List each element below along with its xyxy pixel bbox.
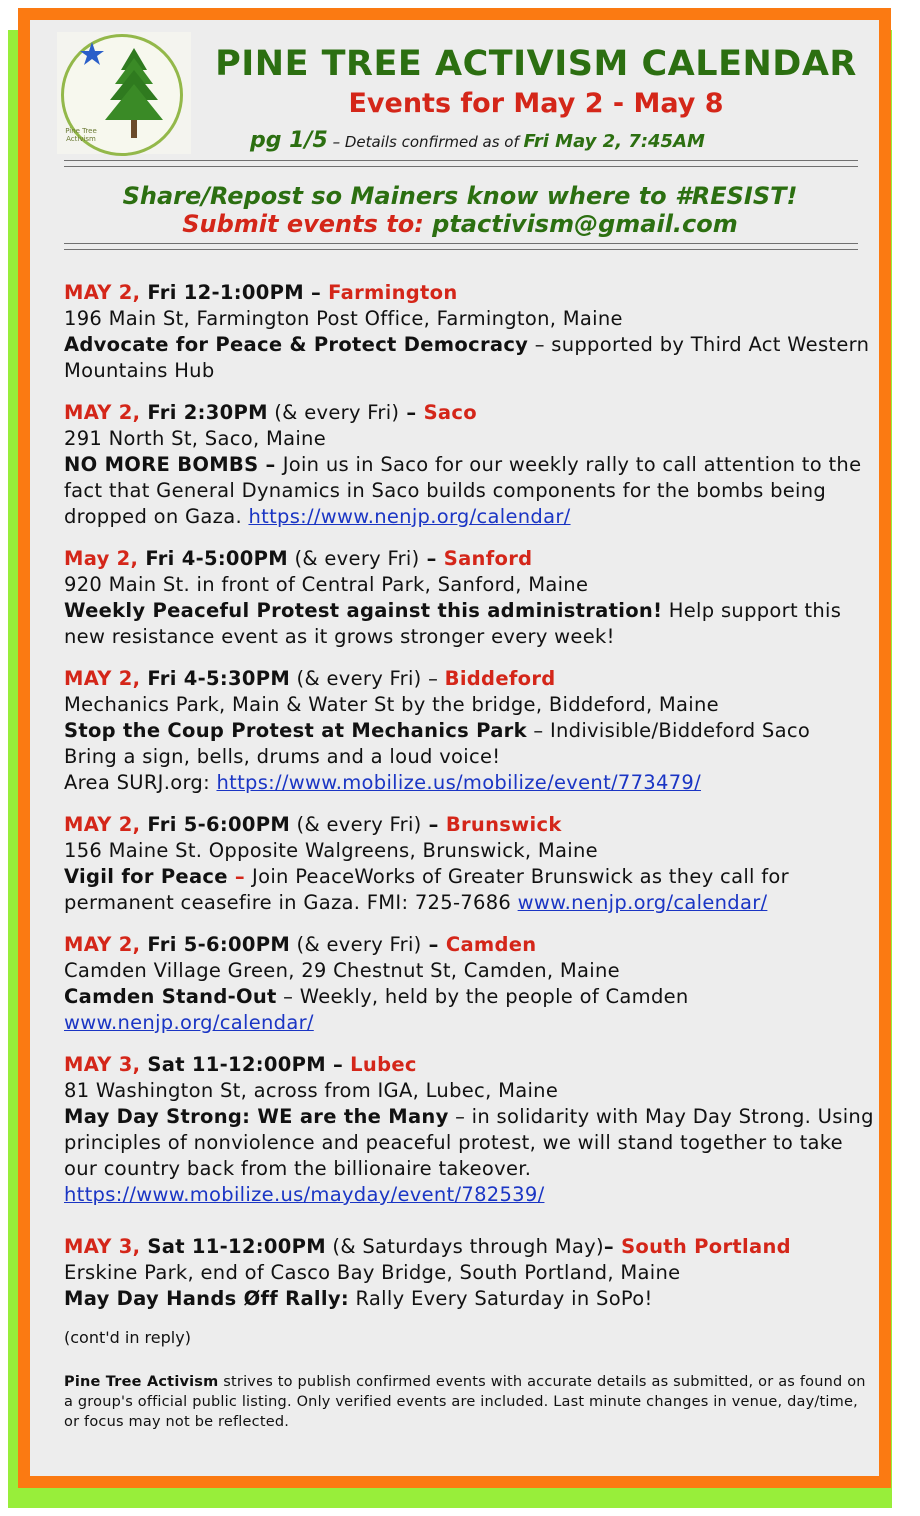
event-separator: – [603, 1235, 622, 1258]
event-time: Fri 5-6:00PM [140, 933, 291, 956]
event-body [64, 1104, 876, 1182]
event-time: Fri 4-5:00PM [138, 547, 288, 570]
event-date: MAY 2, [64, 813, 141, 836]
event-city: Camden [445, 933, 537, 956]
event-link[interactable]: www.nenjp.org/calendar/ [64, 1011, 314, 1034]
event-link[interactable]: https://www.mobilize.us/mobilize/event/773479/ [216, 771, 701, 794]
event-item [64, 932, 876, 1036]
event-name-separator: – [448, 1105, 472, 1128]
event-body [64, 452, 876, 530]
event-item [64, 1052, 876, 1208]
event-name-separator: – [276, 985, 300, 1008]
event-body [64, 1286, 876, 1312]
event-address: 81 Washington St, across from IGA, Lubec, Maine [64, 1079, 559, 1102]
event-body [64, 598, 876, 650]
event-name: Vigil for Peace [64, 865, 228, 888]
event-time: Sat 11-12:00PM [140, 1235, 326, 1258]
logo-text: Pine Tree Activism [65, 127, 97, 143]
event-name: Weekly Peaceful Protest against this administration! [64, 599, 663, 622]
event-header [64, 546, 876, 572]
event-date: May 2, [64, 547, 139, 570]
event-address: Camden Village Green, 29 Chestnut St, Camden, Maine [64, 959, 620, 982]
event-recurrence: (& every Fri) [267, 401, 400, 424]
event-city: South Portland [621, 1235, 791, 1258]
event-time: Sat 11-12:00PM [140, 1053, 326, 1076]
event-separator: – [325, 1053, 351, 1076]
event-time: Fri 5-6:00PM [140, 813, 291, 836]
confirmed-date: Fri May 2, 7:45AM [523, 131, 705, 152]
page-subtitle: Events for May 2 - May 8 [348, 88, 724, 119]
event-header [64, 400, 876, 426]
event-link-line [64, 1010, 876, 1036]
divider-top [64, 160, 858, 167]
event-date: MAY 3, [64, 1053, 141, 1076]
event-item [64, 812, 876, 916]
event-address: 196 Main St, Farmington Post Office, Farmington, Maine [64, 307, 623, 330]
event-city: Brunswick [445, 813, 562, 836]
event-name-separator: – [528, 333, 552, 356]
event-header [64, 280, 876, 306]
event-recurrence: (& every Fri) [290, 933, 422, 956]
event-address: 156 Maine St. Opposite Walgreens, Brunswick, Maine [64, 839, 598, 862]
event-name: Advocate for Peace & Protect Democracy [64, 333, 529, 356]
event-name: May Day Strong: WE are the Many [64, 1105, 449, 1128]
event-item [64, 546, 876, 650]
event-address: Mechanics Park, Main & Water St by the bridge, Biddeford, Maine [64, 693, 719, 716]
star-icon [80, 42, 104, 65]
event-description: Rally Every Saturday in SoPo! [355, 1287, 653, 1310]
event-link-line [64, 770, 876, 796]
page-number: pg 1/5 [250, 128, 328, 153]
event-description: in solidarity with May Day Strong. Using principles of nonviolence and peaceful protest, we will stand together to take our country back from the billionaire takeover. [64, 1105, 874, 1180]
event-city: Farmington [328, 281, 458, 304]
event-city: Saco [423, 401, 477, 424]
logo [57, 32, 191, 154]
event-name: Camden Stand-Out [64, 985, 277, 1008]
event-address: 291 North St, Saco, Maine [64, 427, 326, 450]
event-recurrence: (& every Fri) [290, 813, 422, 836]
event-description: supported by Third Act Western Mountains Hub [64, 333, 870, 382]
event-name: May Day Hands Øff Rally: [64, 1287, 350, 1310]
event-name-separator: – [258, 453, 283, 476]
disclaimer-text: strives to publish confirmed events with accurate details as submitted, or as found on a group's official public listing. Only verified events are included. Last minute changes in venue, day/time, or focus may not be reflected. [64, 1374, 866, 1430]
event-header [64, 812, 876, 838]
event-separator: – [421, 933, 446, 956]
event-description-extra: Bring a sign, bells, drums and a loud voice! [64, 745, 501, 768]
event-item [64, 666, 876, 796]
event-city: Biddeford [444, 667, 556, 690]
event-date: MAY 3, [64, 1235, 141, 1258]
event-address: 920 Main St. in front of Central Park, Sanford, Maine [64, 573, 589, 596]
event-description: Help support this new resistance event as it grows stronger every week! [64, 599, 842, 648]
event-description: Indivisible/Biddeford Saco [549, 719, 811, 742]
event-header [64, 1052, 876, 1078]
event-link-prefix: Area SURJ.org: [64, 771, 217, 794]
event-city: Sanford [443, 547, 533, 570]
event-link-line [64, 1182, 876, 1208]
events-list [64, 280, 876, 1328]
event-item [64, 400, 876, 530]
event-link[interactable]: https://www.mobilize.us/mayday/event/782539/ [64, 1183, 545, 1206]
event-time: Fri 12-1:00PM [140, 281, 304, 304]
event-body [64, 864, 876, 916]
event-description: Join PeaceWorks of Greater Brunswick as they call for permanent ceasefire in Gaza. FMI: 725-7686 [64, 865, 789, 914]
event-recurrence: (& every Fri) [290, 667, 422, 690]
event-body [64, 332, 876, 384]
submit-email[interactable]: ptactivism@gmail.com [432, 210, 738, 238]
event-body [64, 984, 876, 1010]
share-line: Share/Repost so Mainers know where to #RESIST! [122, 182, 798, 210]
disclaimer [64, 1372, 872, 1432]
event-separator: – [419, 547, 444, 570]
event-date: MAY 2, [64, 281, 141, 304]
event-link[interactable]: https://www.nenjp.org/calendar/ [248, 505, 571, 528]
event-separator: – [303, 281, 329, 304]
event-date: MAY 2, [64, 401, 141, 424]
confirmed-prefix: – Details confirmed as of [327, 133, 524, 151]
event-city: Lubec [350, 1053, 417, 1076]
event-link[interactable]: www.nenjp.org/calendar/ [517, 891, 768, 914]
event-time: Fri 4-5:30PM [140, 667, 291, 690]
page-info [250, 128, 870, 153]
event-name: NO MORE BOMBS [64, 453, 259, 476]
event-header [64, 1234, 876, 1260]
event-name: Stop the Coup Protest at Mechanics Park [64, 719, 527, 742]
divider-bottom [64, 243, 858, 250]
submit-label: Submit events to: [182, 210, 433, 238]
event-recurrence: (& Saturdays through May) [325, 1235, 604, 1258]
continued-note: (cont'd in reply) [64, 1328, 191, 1347]
event-address: Erskine Park, end of Casco Bay Bridge, South Portland, Maine [64, 1261, 681, 1284]
event-item [64, 1234, 876, 1312]
event-description: Join us in Saco for our weekly rally to call attention to the fact that General Dynamics in Saco builds components for the bombs being dropped on Gaza. [64, 453, 862, 528]
event-name-separator: – [526, 719, 550, 742]
event-separator: – [421, 813, 446, 836]
event-item [64, 280, 876, 384]
event-separator: – [421, 667, 445, 690]
page-title: PINE TREE ACTIVISM CALENDAR [215, 44, 857, 84]
event-time: Fri 2:30PM [140, 401, 268, 424]
event-header [64, 666, 876, 692]
event-description: Weekly, held by the people of Camden [299, 985, 689, 1008]
event-body [64, 718, 876, 744]
event-date: MAY 2, [64, 933, 141, 956]
event-separator: – [399, 401, 424, 424]
event-header [64, 932, 876, 958]
disclaimer-org: Pine Tree Activism [64, 1374, 219, 1390]
event-date: MAY 2, [64, 667, 141, 690]
event-name-separator: – [227, 865, 253, 888]
submit-line [40, 210, 880, 238]
event-recurrence: (& every Fri) [287, 547, 420, 570]
